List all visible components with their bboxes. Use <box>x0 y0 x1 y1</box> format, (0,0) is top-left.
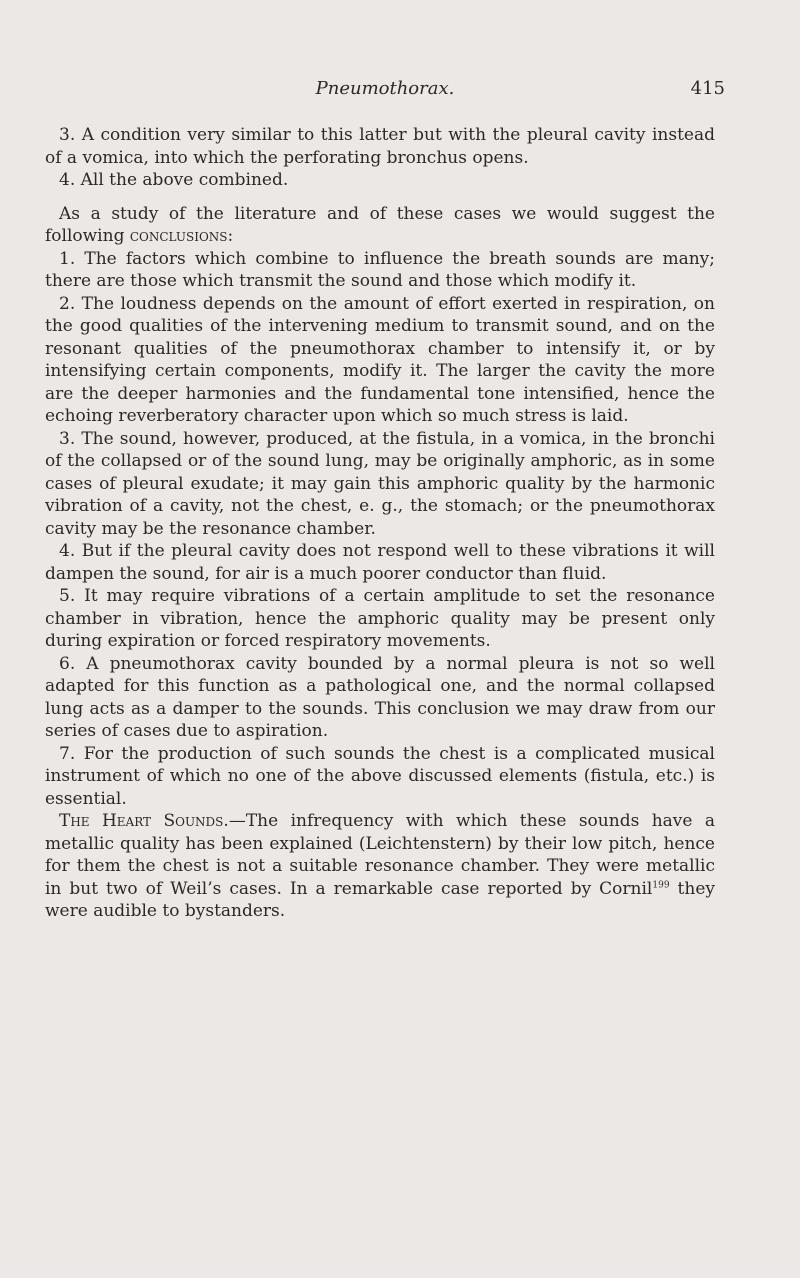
paragraph-conclusion-1: 1. The factors which combine to influence the breath sounds are many; there are those which transmit the sound and those which modify it. <box>45 248 715 291</box>
heart-sounds-text: —The infrequency with which these sounds have a metallic quality has been explained (Leichtenstern) by their low pitch, hence for them the chest is not a suitable resonance chamber. They were metallic in but two of Weil’s cases. In a remarkable case reported by Cornil <box>45 811 716 899</box>
paragraph-heart-sounds <box>45 810 715 923</box>
running-header <box>45 77 725 101</box>
paragraph-conclusion-4: 4. But if the pleural cavity does not respond well to these vibrations it will dampen the sound, for air is a much poorer conductor than fluid. <box>45 541 715 584</box>
paragraph-condition-4: 4. All the above combined. <box>59 170 289 190</box>
heart-sounds-heading: The Heart Sounds. <box>59 811 229 831</box>
conclusions-heading: conclusions <box>129 226 228 246</box>
paragraph-conclusion-2: 2. The loudness depends on the amount of effort exerted in respiration, on the good qualities of the intervening medium to transmit sound, and on the resonant qualities of the pneumothorax chamber to intensify it, or by intensifying certain components, modify it. The larger the cavity the more are the deeper harmonies and the fundamental tone intensified, hence the echoing reverberatory character upon which so much stress is laid. <box>45 293 715 426</box>
running-title: Pneumothorax. <box>315 78 455 99</box>
body-text <box>45 124 715 923</box>
conclusions-intro-text: As a study of the literature and of these cases we would suggest the following <box>45 203 715 246</box>
page-number: 415 <box>690 78 725 99</box>
citation-superscript: 199 <box>652 879 670 890</box>
paragraph-conclusion-3: 3. The sound, however, produced, at the fistula, in a vomica, in the bronchi of the collapsed or of the sound lung, may be originally amphoric, as in some cases of pleural exudate; it may gain this amphoric quality by the harmonic vibration of a cavity, not the chest, e. g., the stomach; or the pneumothorax cavity may be the resonance chamber. <box>45 428 715 539</box>
paragraph-conclusion-7: 7. For the production of such sounds the chest is a complicated musical instrument of which no one of the above discussed elements (fistula, etc.) is essential. <box>45 743 715 809</box>
conclusions-colon: : <box>227 226 234 246</box>
paragraph-condition-3: 3. A condition very similar to this latter but with the pleural cavity instead of a vomica, into which the perforating bronchus opens. <box>45 125 715 168</box>
heart-sounds-text-end: they were audible to bystanders. <box>45 878 716 921</box>
paragraph-conclusion-6: 6. A pneumothorax cavity bounded by a normal pleura is not so well adapted for this function as a pathological one, and the normal collapsed lung acts as a damper to the sounds. This conclusion we may draw from our series of cases due to aspiration. <box>45 653 715 741</box>
paragraph-conclusion-5: 5. It may require vibrations of a certain amplitude to set the resonance chamber in vibration, hence the amphoric quality may be present only during expiration or forced respiratory movements. <box>45 586 715 651</box>
paragraph-conclusions-intro <box>45 203 715 248</box>
